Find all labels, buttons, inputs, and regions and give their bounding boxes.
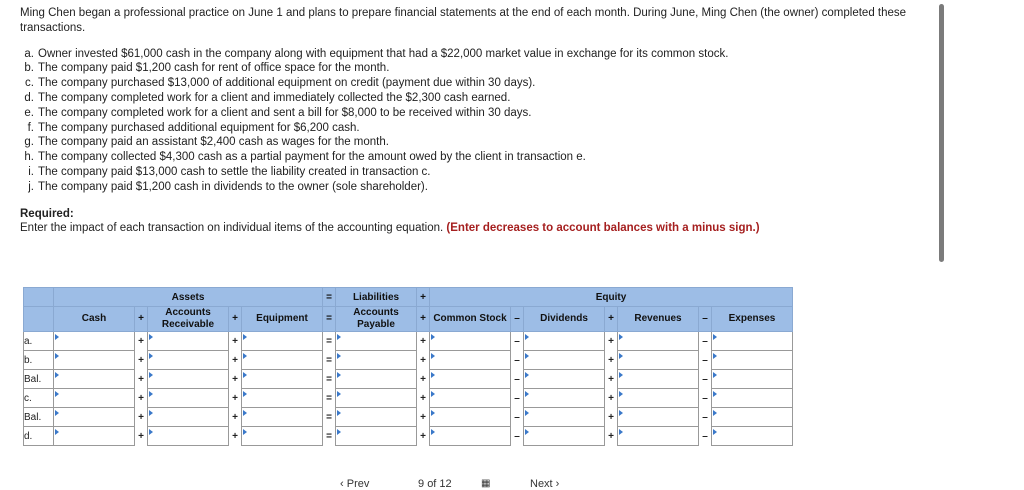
op-minus: – — [511, 332, 524, 351]
transaction-item — [20, 180, 920, 195]
op-plus: + — [605, 389, 618, 408]
page-total: of 12 — [427, 478, 452, 490]
expenses-input[interactable] — [712, 370, 793, 389]
next-label: Next — [530, 478, 553, 490]
input-marker-icon — [713, 391, 717, 397]
op-plus: + — [605, 332, 618, 351]
cash-input[interactable] — [54, 389, 135, 408]
input-marker-icon — [149, 372, 153, 378]
cash-input[interactable] — [54, 427, 135, 446]
prev-button[interactable]: ‹ Prev — [340, 478, 370, 490]
expenses-input[interactable] — [712, 351, 793, 370]
accounts-receivable-input[interactable] — [148, 389, 229, 408]
input-marker-icon — [149, 429, 153, 435]
required-title: Required: — [20, 207, 74, 220]
accounts-payable-input[interactable] — [336, 351, 417, 370]
input-marker-icon — [713, 410, 717, 416]
input-marker-icon — [337, 429, 341, 435]
liabilities-header: Liabilities — [336, 288, 417, 307]
required-instruction: Enter the impact of each transaction on individual items of the accounting equation. — [20, 222, 444, 235]
problem-text — [20, 6, 920, 236]
transaction-item — [20, 165, 920, 180]
accounting-equation-table — [23, 287, 793, 446]
row-label: c. — [24, 389, 54, 408]
common-stock-input[interactable] — [430, 351, 511, 370]
input-marker-icon — [619, 353, 623, 359]
dividends-input[interactable] — [524, 351, 605, 370]
op-plus: + — [229, 351, 242, 370]
transaction-item — [20, 91, 920, 106]
op-equals: = — [323, 370, 336, 389]
transaction-text: The company paid an assistant $2,400 cash as wages for the month. — [38, 136, 389, 149]
dividends-input[interactable] — [524, 370, 605, 389]
input-marker-icon — [619, 429, 623, 435]
op-plus: + — [605, 427, 618, 446]
plus-header: + — [417, 288, 430, 307]
op-plus: + — [417, 307, 430, 332]
input-marker-icon — [431, 410, 435, 416]
expenses-input[interactable] — [712, 427, 793, 446]
row-label: a. — [24, 332, 54, 351]
revenues-input[interactable] — [618, 389, 699, 408]
input-marker-icon — [337, 372, 341, 378]
corner-cell — [24, 288, 54, 307]
equipment-input[interactable] — [242, 389, 323, 408]
op-plus: + — [417, 370, 430, 389]
cash-input[interactable] — [54, 370, 135, 389]
transaction-letter: j. — [28, 180, 34, 193]
accounts-payable-input[interactable] — [336, 427, 417, 446]
col-revenues: Revenues — [618, 307, 699, 332]
transaction-text: The company completed work for a client and immediately collected the $2,300 cash earned. — [38, 91, 511, 104]
input-marker-icon — [431, 372, 435, 378]
cash-input[interactable] — [54, 408, 135, 427]
op-plus: + — [417, 408, 430, 427]
op-minus: – — [699, 408, 712, 427]
op-minus: – — [511, 427, 524, 446]
op-plus: + — [605, 351, 618, 370]
op-plus: + — [135, 427, 148, 446]
equity-header: Equity — [430, 288, 793, 307]
op-plus: + — [229, 307, 242, 332]
cash-input[interactable] — [54, 351, 135, 370]
op-plus: + — [135, 389, 148, 408]
col-cash: Cash — [54, 307, 135, 332]
op-minus: – — [699, 332, 712, 351]
op-minus: – — [511, 351, 524, 370]
prev-label: Prev — [346, 478, 370, 490]
op-plus: + — [417, 351, 430, 370]
op-equals: = — [323, 389, 336, 408]
op-minus: – — [699, 351, 712, 370]
op-equals: = — [323, 351, 336, 370]
col-accounts-receivable: Accounts Receivable — [148, 307, 229, 332]
dividends-input[interactable] — [524, 408, 605, 427]
table-row — [24, 351, 793, 370]
transaction-letter: b. — [24, 62, 34, 75]
page-number: 9 — [418, 478, 425, 490]
transaction-item — [20, 121, 920, 136]
table-row — [24, 332, 793, 351]
op-equals: = — [323, 307, 336, 332]
input-marker-icon — [525, 353, 529, 359]
input-marker-icon — [431, 353, 435, 359]
input-marker-icon — [243, 410, 247, 416]
col-dividends: Dividends — [524, 307, 605, 332]
op-equals: = — [323, 408, 336, 427]
dividends-input[interactable] — [524, 389, 605, 408]
accounts-payable-input[interactable] — [336, 332, 417, 351]
input-marker-icon — [525, 334, 529, 340]
accounts-receivable-input[interactable] — [148, 370, 229, 389]
input-marker-icon — [149, 334, 153, 340]
corner-cell — [24, 307, 54, 332]
transaction-letter: h. — [24, 151, 34, 164]
required-instruction-block — [20, 221, 780, 236]
equipment-input[interactable] — [242, 408, 323, 427]
transaction-letter: c. — [25, 77, 34, 90]
op-plus: + — [417, 332, 430, 351]
input-marker-icon — [431, 429, 435, 435]
op-plus: + — [605, 408, 618, 427]
op-plus: + — [135, 351, 148, 370]
vertical-scrollbar[interactable] — [939, 4, 944, 262]
cash-input[interactable] — [54, 332, 135, 351]
table-row — [24, 389, 793, 408]
transaction-item — [20, 61, 920, 76]
op-equals: = — [323, 332, 336, 351]
row-label: d. — [24, 427, 54, 446]
row-label: b. — [24, 351, 54, 370]
op-plus: + — [229, 332, 242, 351]
input-marker-icon — [55, 410, 59, 416]
revenues-input[interactable] — [618, 332, 699, 351]
input-marker-icon — [431, 334, 435, 340]
input-marker-icon — [55, 334, 59, 340]
common-stock-input[interactable] — [430, 427, 511, 446]
op-plus: + — [605, 307, 618, 332]
accounts-payable-input[interactable] — [336, 370, 417, 389]
op-minus: – — [511, 370, 524, 389]
op-minus: – — [511, 307, 524, 332]
col-common-stock: Common Stock — [430, 307, 511, 332]
op-plus: + — [229, 389, 242, 408]
op-equals: = — [323, 427, 336, 446]
op-minus: – — [699, 370, 712, 389]
input-marker-icon — [525, 410, 529, 416]
input-marker-icon — [55, 353, 59, 359]
transaction-text: Owner invested $61,000 cash in the company along with equipment that had a $22,000 market value in exchange for its common stock. — [38, 47, 729, 60]
revenues-input[interactable] — [618, 351, 699, 370]
input-marker-icon — [243, 429, 247, 435]
input-marker-icon — [243, 353, 247, 359]
common-stock-input[interactable] — [430, 332, 511, 351]
op-plus: + — [135, 408, 148, 427]
input-marker-icon — [243, 334, 247, 340]
required-section — [20, 207, 920, 237]
revenues-input[interactable] — [618, 427, 699, 446]
transaction-letter: g. — [24, 136, 34, 149]
input-marker-icon — [619, 391, 623, 397]
dividends-input[interactable] — [524, 427, 605, 446]
table-row — [24, 408, 793, 427]
expenses-input[interactable] — [712, 389, 793, 408]
input-marker-icon — [525, 429, 529, 435]
col-expenses: Expenses — [712, 307, 793, 332]
transaction-text: The company purchased $13,000 of additional equipment on credit (payment due within 30 days). — [38, 77, 536, 90]
intro-paragraph: Ming Chen began a professional practice on June 1 and plans to prepare financial statements at the end of each month. During June, Ming Chen (the owner) completed these transactions. — [20, 7, 907, 34]
op-plus: + — [229, 370, 242, 389]
input-marker-icon — [525, 391, 529, 397]
input-marker-icon — [713, 353, 717, 359]
accounts-receivable-input[interactable] — [148, 332, 229, 351]
common-stock-input[interactable] — [430, 408, 511, 427]
row-label: Bal. — [24, 370, 54, 389]
common-stock-input[interactable] — [430, 389, 511, 408]
op-minus: – — [699, 307, 712, 332]
accounts-payable-input[interactable] — [336, 389, 417, 408]
transaction-letter: d. — [24, 91, 34, 104]
transaction-letter: i. — [28, 165, 34, 178]
transaction-letter: a. — [24, 47, 34, 60]
table-row — [24, 427, 793, 446]
accounts-receivable-input[interactable] — [148, 427, 229, 446]
transaction-text: The company paid $1,200 cash for rent of office space for the month. — [38, 62, 390, 75]
transaction-item — [20, 76, 920, 91]
transaction-letter: f. — [27, 121, 34, 134]
transaction-item — [20, 150, 920, 165]
accounts-receivable-input[interactable] — [148, 408, 229, 427]
equipment-input[interactable] — [242, 332, 323, 351]
transaction-item — [20, 47, 920, 62]
input-marker-icon — [149, 410, 153, 416]
input-marker-icon — [619, 334, 623, 340]
input-marker-icon — [525, 372, 529, 378]
transaction-text: The company paid $13,000 cash to settle the liability created in transaction c. — [38, 165, 431, 178]
op-plus: + — [417, 389, 430, 408]
input-marker-icon — [337, 334, 341, 340]
common-stock-input[interactable] — [430, 370, 511, 389]
input-marker-icon — [149, 391, 153, 397]
transaction-text: The company paid $1,200 cash in dividends to the owner (sole shareholder). — [38, 180, 428, 193]
transaction-text: The company purchased additional equipment for $6,200 cash. — [38, 121, 360, 134]
table-row — [24, 370, 793, 389]
equipment-input[interactable] — [242, 351, 323, 370]
input-marker-icon — [619, 372, 623, 378]
grid-icon[interactable]: ▦ — [481, 478, 491, 489]
next-button[interactable]: Next › — [530, 478, 560, 490]
op-minus: – — [511, 389, 524, 408]
op-plus: + — [229, 427, 242, 446]
input-marker-icon — [243, 372, 247, 378]
input-marker-icon — [55, 429, 59, 435]
input-marker-icon — [55, 372, 59, 378]
input-marker-icon — [337, 391, 341, 397]
transaction-text: The company collected $4,300 cash as a partial payment for the amount owed by the client in transaction e. — [38, 151, 586, 164]
revenues-input[interactable] — [618, 408, 699, 427]
page-indicator — [418, 478, 452, 490]
input-marker-icon — [713, 372, 717, 378]
transaction-item — [20, 106, 920, 121]
input-marker-icon — [149, 353, 153, 359]
expenses-input[interactable] — [712, 408, 793, 427]
assets-header: Assets — [54, 288, 323, 307]
transaction-text: The company completed work for a client and sent a bill for $8,000 to be received within 30 days. — [38, 106, 532, 119]
input-marker-icon — [337, 410, 341, 416]
op-minus: – — [699, 389, 712, 408]
accounts-payable-input[interactable] — [336, 408, 417, 427]
equals-header: = — [323, 288, 336, 307]
op-minus: – — [699, 427, 712, 446]
op-plus: + — [135, 332, 148, 351]
input-marker-icon — [619, 410, 623, 416]
input-marker-icon — [55, 391, 59, 397]
op-plus: + — [135, 307, 148, 332]
col-accounts-payable: Accounts Payable — [336, 307, 417, 332]
accounts-receivable-input[interactable] — [148, 351, 229, 370]
op-plus: + — [605, 370, 618, 389]
input-marker-icon — [713, 334, 717, 340]
input-marker-icon — [243, 391, 247, 397]
op-minus: – — [511, 408, 524, 427]
op-plus: + — [417, 427, 430, 446]
input-marker-icon — [713, 429, 717, 435]
op-plus: + — [135, 370, 148, 389]
transaction-letter: e. — [24, 106, 34, 119]
transaction-item — [20, 135, 920, 150]
required-note: (Enter decreases to account balances with a minus sign.) — [446, 222, 760, 235]
equipment-input[interactable] — [242, 427, 323, 446]
col-equipment: Equipment — [242, 307, 323, 332]
op-plus: + — [229, 408, 242, 427]
row-label: Bal. — [24, 408, 54, 427]
expenses-input[interactable] — [712, 332, 793, 351]
equipment-input[interactable] — [242, 370, 323, 389]
dividends-input[interactable] — [524, 332, 605, 351]
input-marker-icon — [431, 391, 435, 397]
revenues-input[interactable] — [618, 370, 699, 389]
input-marker-icon — [337, 353, 341, 359]
transaction-list — [20, 47, 920, 195]
